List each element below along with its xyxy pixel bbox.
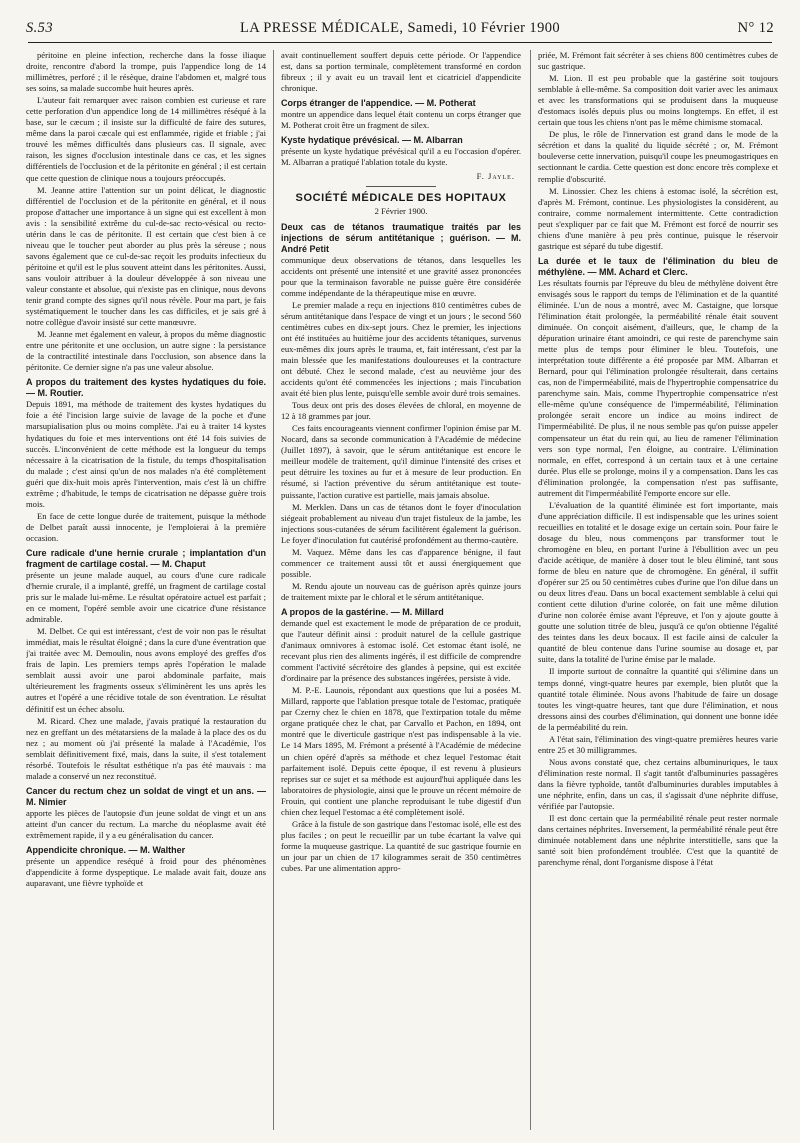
paragraph: demande quel est exactement le mode de préparation de ce produit, que l'auteur définit ainsi : produit naturel de la cellule gastrique d'animaux omnivores à estomac isolé. Cet estomac étant isolé, ne recevant plus rien des aliments ingérés, il est difficile de comprendre comment l'activité sécrétoire des glandes à pepsine, qui est excitée d'ordinaire par la présence des substances ingérées, persiste à vide. — [281, 617, 521, 684]
paragraph: M. Merklen. Dans un cas de tétanos dont le foyer d'inoculation siégeait probablement au niveau d'un trajet fistuleux de la jambe, les injections sous-cutanées de sérum facilitèrent également la guérison. Le foyer d'inoculation fut cautérisé profondément au thermo-cautère. — [281, 501, 521, 545]
article-heading: La durée et le taux de l'élimination du bleu de méthylène. — MM. Achard et Clerc. — [538, 255, 778, 277]
paragraph: avait continuellement souffert depuis cette période. Or l'appendice est, dans sa portion terminale, complètement transformé en cordon fibreux ; il y avait eu un travail lent et cicatriciel d'appendicite chronique. — [281, 50, 521, 94]
paragraph: Tous deux ont pris des doses élevées de chloral, en moyenne de 12 à 18 grammes par jour. — [281, 400, 521, 422]
paragraph: Il importe surtout de connaître la quantité qui s'élimine dans un temps donné, vingt-quatre heures par exemple, bien plutôt que la quantité totale éliminée. Nous avons l'habitude de faire un dosage toutes les vingt-quatre heures, tant que dure l'élimination, et nous dressons ainsi des courbes d'élimination, qui donnent une bonne idée de la perméabilité du rein. — [538, 666, 778, 732]
paragraph: M. Linossier. Chez les chiens à estomac isolé, la sécrétion est, d'après M. Frémont, continue. Les physiologistes la considèrent, au contraire, comme normalement intermittente. Cette contradiction peut s'expliquer par ce fait que M. Frémont est forcé de nourrir ses chiens d'une manière à peu près continue, puisque le réservoir gastrique est séparé du tube digestif. — [538, 185, 778, 251]
column-divider-1 — [273, 50, 274, 1130]
paragraph: Grâce à la fistule de son gastrique dans l'estomac isolé, elle est des plus faciles ; on peut le recueillir par un tube écartant la valve qui forme la muqueuse gastrique. La quantité de suc gastrique fournie en un jour par un chien de 17 kilogrammes serait de 350 centimètres cubes. Par une alimentation appro- — [281, 818, 521, 873]
paragraph: communique deux observations de tétanos, dans lesquelles les accidents ont présenté une intensité et une gravité assez prononcées pour que la terminaison favorable ne puisse guère être considérée comme indépendante de la thérapeutique mise en œuvre. — [281, 254, 521, 298]
paragraph: Le premier malade a reçu en injections 810 centimètres cubes de sérum antitétanique dans l'espace de vingt et un jours ; le second 560 centimètres cubes en dix-sept jours. Chez le premier, les injections ont été instituées au huitième jour des accidents tétaniques, survenus eux-mêmes dix jours après le trauma, et, fait intéressant, c'est par la main blessée que les manifestations douloureuses et la contracture ont débuté. Chez le second malade, c'est au neuvième jour des accidents qu'ont été commencées les injections ; mais l'incubation avait été bien plus lente, puisqu'elle semble avoir duré trois semaines. — [281, 299, 521, 399]
paragraph: L'évaluation de la quantité éliminée est fort importante, mais d'une appréciation difficile. Il est indispensable que les urines soient recueillies en totalité et le dosage exige un certain soin. Pour faire le dosage du bleu, nous commençons par transformer tout le chromogène en bleu, en portant l'urine à l'ébullition avec un peu d'acide acétique, de manière à doser tout le bleu éliminé, tant sous forme de bleu en nature que de chromogène. En général, il suffit d'opérer sur 25 ou 50 centimètres cubes d'urine que l'on dilue dans un ou deux litres d'eau. Dans un bocal exactement semblable à celui qui contient cette dilution d'urine colorée, on fait une même dilution d'urine non colorée émise avant l'épreuve, et l'on y ajoute goutte à goutte une solution titrée de bleu, jusqu'à ce qu'on obtienne l'égalité des teintes dans les deux bocaux. Il est facile ainsi de calculer la quantité de bleu contenue dans l'urine soumise au dosage et, par suite, dans la totalité de l'urine émise par le malade. — [538, 499, 778, 665]
author-signature: F. Jayle. — [476, 171, 515, 182]
paragraph: De plus, le rôle de l'innervation est grand dans le mode de la sécrétion et dans la qualité du liquide sécrété ; or, M. Frémont bouleverse cette innervation, puisqu'il coupe les pneumogastriques en sectionnant le cardia. Cette question est donc encore très complexe et remplie d'obscurité. — [538, 129, 778, 184]
paragraph: M. Jeanne attire l'attention sur un point délicat, le diagnostic différentiel de l'occlusion et de la péritonite en général, et il nous propose d'attacher une importance à un signe qui est excellent à mon avis : la sensibilité extrême du cul-de-sac recto-vésical ou recto-utérin dans le cas de péritonite. Il est certain que c'est bien à ce niveau que le toucher peut aborder au plus près la séreuse ; nous savons également que ce cul-de-sac reçoit les produits infectieux du péritoine et qu'il est le plus souvent atteint dans les péritonites. Aussi, sans vouloir attribuer à la douleur développée à son niveau une valeur constante et absolue, qui n'existe pas en clinique, nous devons tenir grand compte des signes qu'il nous révèle. Pour ma part, je fais systématiquement le toucher dans les cas difficiles, et je sais gré à notre collègue d'avoir insisté sur cette manœuvre. — [26, 184, 266, 328]
header-folio: S.53 — [26, 20, 53, 36]
header-issue-number: N° 12 — [737, 20, 774, 36]
paragraph: M. Delbet. Ce qui est intéressant, c'est de voir non pas le résultat immédiat, mais le résultat éloigné ; dans la cure d'une éventration que j'ai traitée avec M. Demoulin, nous avons employé des greffes d'os frais de lapin. Les premiers temps après l'opération le malade semblait aussi avoir une paroi abdominale parfaite, mais ultérieurement les fragments osseux s'éliminèrent les uns après les autres et l'opéré a une récidive totale de son éventration. Le résultat définitif est un échec absolu. — [26, 626, 266, 714]
section-title: SOCIÉTÉ MÉDICALE DES HOPITAUX — [295, 192, 507, 205]
paragraph: montre un appendice dans lequel était contenu un corps étranger que M. Potherat croit être un fragment de silex. — [281, 109, 521, 131]
article-heading: Cure radicale d'une hernie crurale ; implantation d'un fragment de cartilage costal. — M. Chaput — [26, 547, 266, 569]
paragraph: A l'état sain, l'élimination des vingt-quatre premières heures varie entre 25 et 30 milligrammes. — [538, 733, 778, 755]
column-middle — [281, 50, 521, 1130]
paragraph: M. Vaquez. Même dans les cas d'apparence bénigne, il faut commencer ce traitement aussi tôt et aussi énergiquement que possible. — [281, 546, 521, 579]
header-rule — [28, 42, 772, 43]
paragraph: M. Lion. Il est peu probable que la gastérine soit toujours semblable à elle-même. Sa composition doit varier avec les animaux et avec les transformations qui se produisent dans la muqueuse d'estomacs isolés depuis plus ou moins longtemps. En effet, il est certain que tous les chiens n'ont pas le même chimisme stomacal. — [538, 73, 778, 128]
paragraph: M. Ricard. Chez une malade, j'avais pratiqué la restauration du nez en greffant un des métatarsiens de la malade à la place des os du nez ; au moment où j'ai présenté la malade à l'Académie, l'os semblait définitivement fixé, mais, dans la suite, il s'est totalement résorbé. Toutefois le résultat esthétique n'a pas été mauvais : ma malade a conservé un nez reconstitué. — [26, 715, 266, 781]
paragraph: Ces faits encourageants viennent confirmer l'opinion émise par M. Nocard, dans sa seconde communication à l'Académie de médecine (Juillet 1897), à savoir, que le sérum antitétanique est encore le meilleur modèle de traitement, qu'il diminue l'intensité des crises et peut détruire les toxines au fur et à mesure de leur production. En résumé, si l'action préventive du sérum antitétanique est toute-puissante, l'action curative est partielle, mais jamais absolue. — [281, 423, 521, 500]
paragraph: L'auteur fait remarquer avec raison combien est curieuse et rare cette perforation d'un appendice long de 14 millimètres réséqué à la base, sur le cæcum ; il insiste sur la difficulté de faire des sutures, même dans la paroi cæcale qui est enflammée, rigide et friable ; j'ai trouvé les mêmes difficultés dans plusieurs cas. Il signale, avec raison, les signes d'occlusion intestinale dans ce cas, et les signes différentiels de l'occlusion et de la péritonite en général ; il est certain que cette question de clinique nous a toujours préoccupés. — [26, 95, 266, 183]
paragraph: M. Jeanne met également en valeur, à propos du même diagnostic entre une péritonite et une occlusion, un autre signe : la persistance de la contractilité intestinale dans l'occlusion, son absence dans la péritonite. Ce dernier signe n'a pas une valeur absolue. — [26, 329, 266, 373]
article-heading: A propos de la gastérine. — M. Millard — [281, 606, 444, 617]
paragraph: En face de cette longue durée de traitement, puisque la méthode de Delbet paraît aussi innocente, je l'emploierai à la première occasion. — [26, 510, 266, 543]
paragraph: priée, M. Frémont fait sécréter à ses chiens 800 centimètres cubes de suc gastrique. — [538, 50, 778, 72]
paragraph: apporte les pièces de l'autopsie d'un jeune soldat de vingt et un ans atteint d'un cancer du rectum. La marche du néoplasme avait été extrêmement rapide, il y a eu généralisation du cancer. — [26, 807, 266, 840]
article-heading: Appendicite chronique. — M. Walther — [26, 845, 186, 855]
section-rule — [366, 186, 436, 187]
article-heading: A propos du traitement des kystes hydatiques du foie. — M. Routier. — [26, 377, 266, 399]
article-heading: Corps étranger de l'appendice. — M. Potherat — [281, 98, 476, 109]
article-heading: Deux cas de tétanos traumatique traités par les injections de sérum antitétanique ; guérison. — M. André Petit — [281, 221, 521, 254]
article-heading: Kyste hydatique prévésical. — M. Albarran — [281, 135, 463, 146]
column-right — [538, 50, 778, 1130]
header-title: LA PRESSE MÉDICALE, Samedi, 10 Février 1900 — [239, 20, 561, 36]
paragraph: présente un jeune malade auquel, au cours d'une cure radicale d'hernie crurale, il a implanté, greffé, un fragment de cartilage costal pris sur le malade lui-même. Le résultat opératoire actuel est parfait ; en ce moment, l'opéré semble avoir une cicatrice d'une résistance admirable. — [26, 569, 266, 625]
paragraph: Il est donc certain que la perméabilité rénale peut rester normale dans certaines néphrites. Inversement, la perméabilité rénale peut être diminuée notablement dans une néphrite interstitielle, sans que la santé soit bien profondément troublée. C'est que la quantité de parenchyme rénal, dont l'organisme dispose à l'état — [538, 813, 778, 868]
paragraph: Les résultats fournis par l'épreuve du bleu de méthylène doivent être envisagés sous le rapport du temps de l'élimination et de la quantité éliminée. L'un de nous a montré, avec M. Castaigne, que lorsque l'élimination était prolongée, la perméabilité rénale était souvent diminuée. On conçoit aisément, d'ailleurs, que, le champ de la dépuration urinaire étant amoindri, ce qui reste de parenchyme sain mette plus de temps pour éliminer le bleu. Toutefois, une interprétation toute différente a été proposée par MM. Albarran et Bernard, pour qui l'élimination prolongée résulterait, dans certains cas, non de l'imperméabilité, mais de l'hypertrophie compensatrice du parenchyme sain. Mais, comme l'hypertrophie compensatrice n'est elle-même qu'une conséquence de l'imperméabilité, l'élimination prolongée serait encore un indice au moins indirect de l'imperméabilité. De plus, il ne nous semble pas qu'on puisse appeler compensateur un état du rein qui, au lieu de ramener l'élimination vers son type normal, l'en éloigne, au contraire. L'élimination normale, en effet, correspond à un certain taux et à une certaine durée. Plus elle se prolonge, moins il y a compensation. Dans les cas d'élimination prolongée, la compensation n'est pas suffisante, autrement dit l'imperméabilité l'emporte encore sur elle. — [538, 277, 778, 498]
column-left — [26, 50, 266, 1130]
paragraph: M. P.-E. Launois, répondant aux questions que lui a posées M. Millard, rapporte que l'ablation presque totale de l'estomac, pratiquée par Czerny chez le chien en 1878, que l'extirpation totale du même organe pratiquée chez le chat, par Carvallo et Pachon, en 1894, ont montré que le diverticule gastrique n'est pas indispensable à la vie. Le 14 Mars 1895, M. Frémont a présenté à l'Académie de médecine un chien opéré d'après sa méthode et chez lequel l'estomac était parfaitement isolé. Depuis cette époque, il est revenu à plusieurs reprises sur ce sujet et sa méthode est aujourd'hui appliquée dans les laboratoires de physiologie, ainsi que le prouve un récent mémoire de Frouin, qui contient une planche reproduisant le tube digestif d'un chien chez lequel l'estomac a été complètement isolé. — [281, 685, 521, 817]
paragraph: Nous avons constaté que, chez certains albuminuriques, le taux d'élimination reste normal. Il s'agit tantôt d'albuminuries passagères dans la fièvre typhoïde, tantôt d'albuminuries durables imputables à une néphrite, enfin, dans un cas, il s'agissait d'une néphrite diffuse, vérifiée par l'autopsie. — [538, 756, 778, 812]
paragraph: péritoine en pleine infection, recherche dans la fosse iliaque droite, rencontre d'abord la trompe, puis l'appendice long de 14 millimètres, perforé ; il le résèque, draine l'abdomen et, malgré tous ses soins, sa malade succombe huit heures après. — [26, 50, 266, 94]
paragraph: présente un appendice reséqué à froid pour des phénomènes d'appendicite à forme dyspeptique. Le malade avait fait, douze ans auparavant, une fièvre typhoïde et — [26, 856, 266, 889]
paragraph: M. Rendu ajoute un nouveau cas de guérison après quinze jours de traitement mixte par le chloral et le sérum antitétanique. — [281, 580, 521, 602]
column-divider-2 — [530, 50, 531, 1130]
article-heading: Cancer du rectum chez un soldat de vingt et un ans. — M. Nimier — [26, 785, 266, 807]
paragraph: Depuis 1891, ma méthode de traitement des kystes hydatiques du foie a été l'incision large suivie de lavage de la poche et d'une marsupialisation plus ou moins complète. J'ai eu à traiter 14 kystes hydatiques du foie et mes interventions ont été 14 fois suivies de succès. L'inconvénient de cette méthode est la longueur du temps nécessaire à la cicatrisation de la fistule, du temps d'hospitalisation du malade ; c'est ainsi qu'un de nos malades n'a été complètement guéri que dix-huit mois après l'intervention, mais c'est là un chiffre extrême ; d'habitude, le temps de cicatrisation ne dépasse guère trois mois. — [26, 399, 266, 509]
paragraph: présente un kyste hydatique prévésical qu'il a eu l'occasion d'opérer. M. Albarran a pratiqué l'ablation totale du kyste. — [281, 146, 521, 168]
page-header — [22, 20, 778, 40]
section-date: 2 Février 1900. — [374, 206, 428, 217]
